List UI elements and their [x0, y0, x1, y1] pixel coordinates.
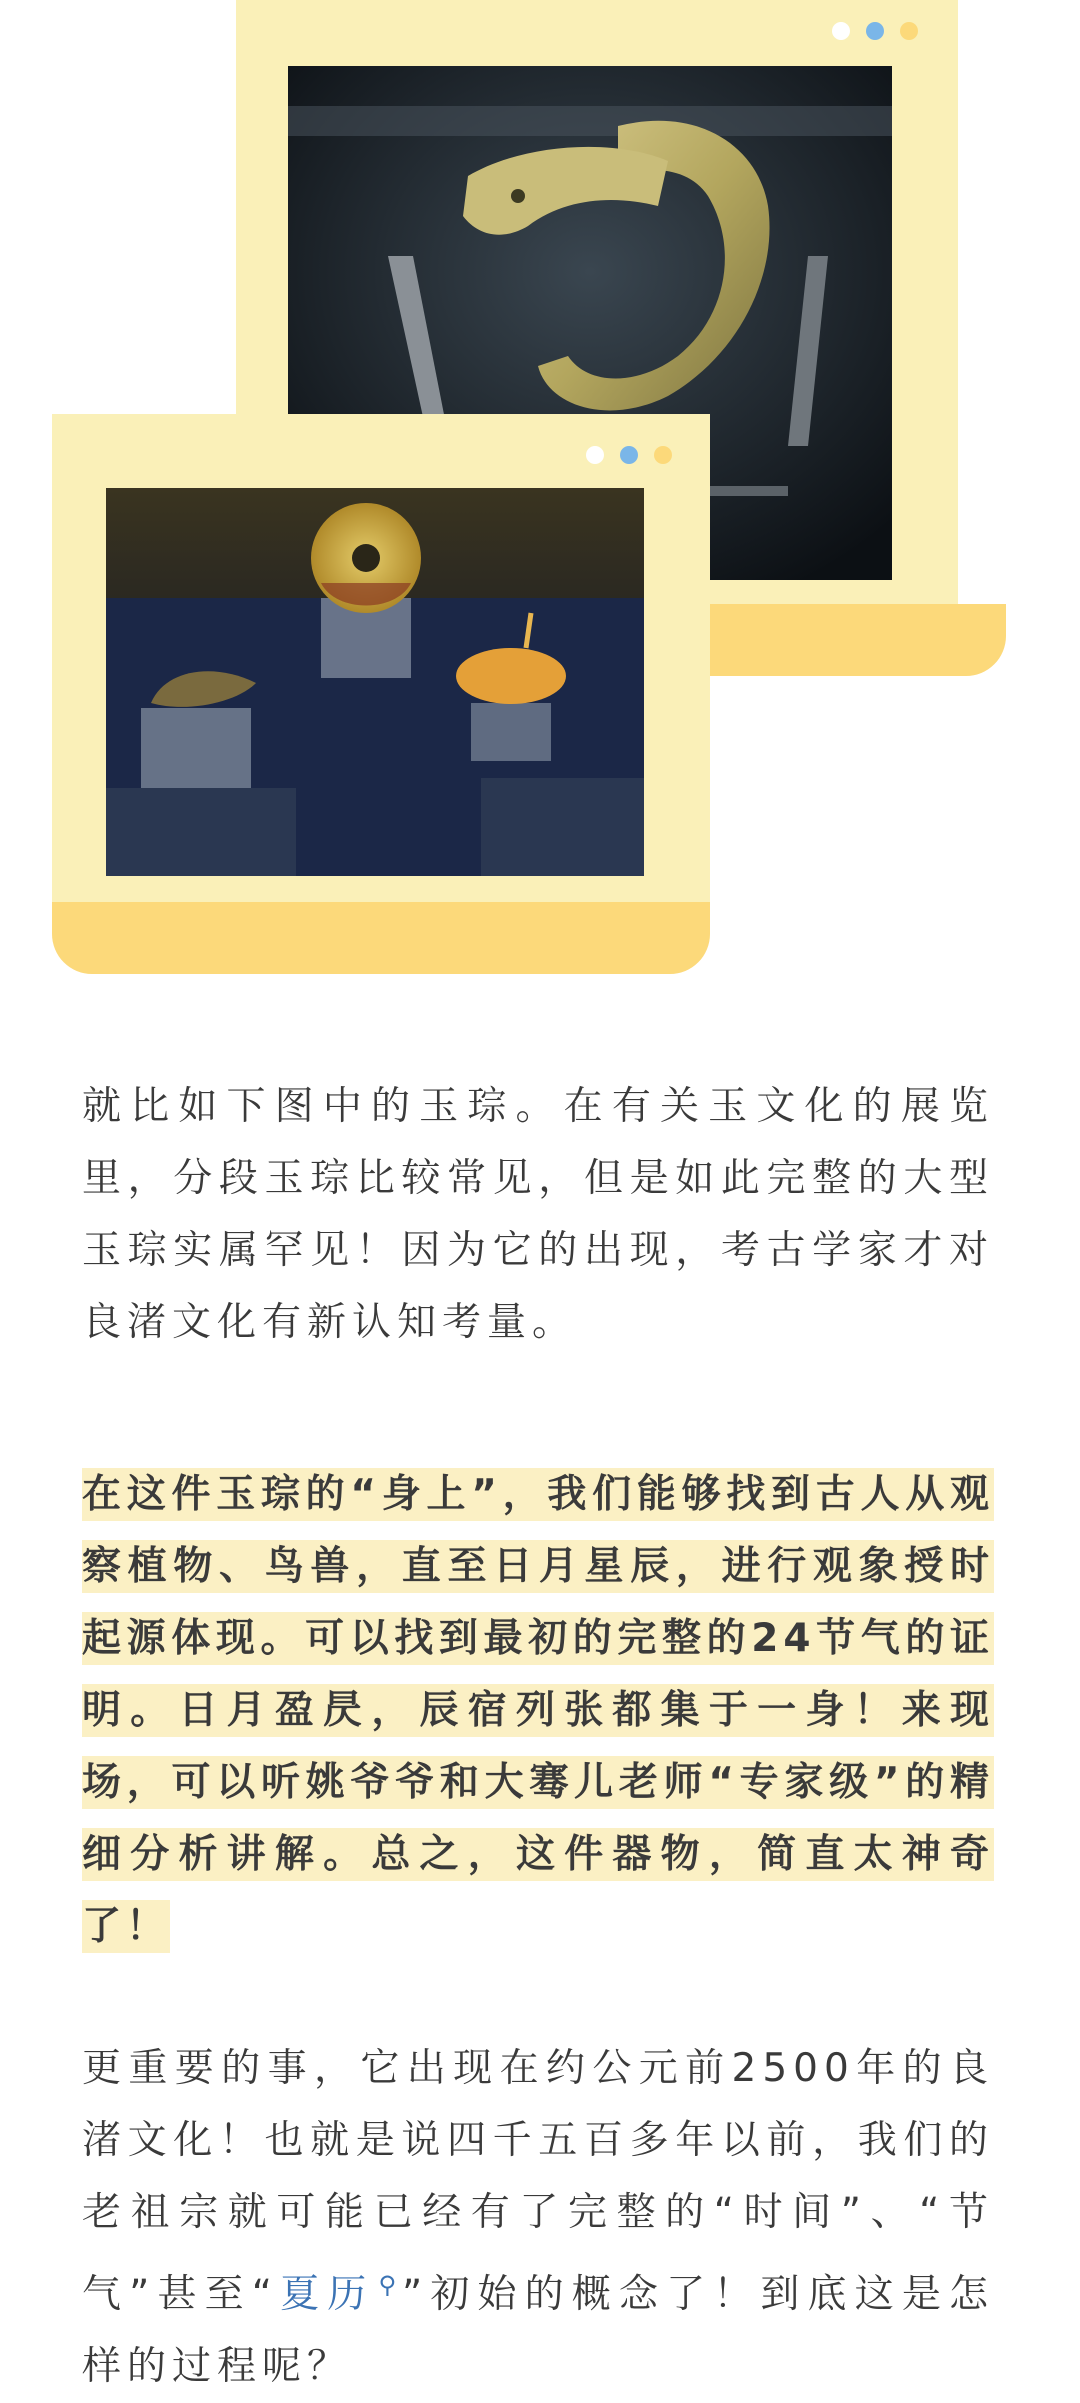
- jade-artifacts-display-case-photo[interactable]: [106, 488, 644, 876]
- dot-white: [586, 446, 604, 464]
- search-icon[interactable]: ⚲: [378, 2271, 403, 2299]
- article-paragraph-1: 就比如下图中的玉琮。在有关玉文化的展览里，分段玉琮比较常见，但是如此完整的大型玉琮实属罕见！因为它的出现，考古学家才对良渚文化有新认知考量。: [82, 1084, 994, 1345]
- bottom-photo-dots: [586, 446, 672, 464]
- top-photo-dots: [832, 22, 918, 40]
- para3-text-after: ”初始的概念了！到底这是怎样的过程呢？: [82, 2272, 994, 2389]
- dot-yellow: [654, 446, 672, 464]
- dot-blue: [620, 446, 638, 464]
- article-paragraph-3: [82, 2033, 994, 2403]
- top-photo-frame-tab: [700, 604, 1006, 676]
- dot-yellow: [900, 22, 918, 40]
- dot-white: [832, 22, 850, 40]
- highlighted-text: 在这件玉琮的“身上”，我们能够找到古人从观察植物、鸟兽，直至日月星辰，进行观象授时起源体现。可以找到最初的完整的24节气的证明。日月盈昃，辰宿列张都集于一身！来现场，可以听姚爷爷和大骞儿老师“专家级”的精细分析讲解。总之，这件器物，简直太神奇了！: [82, 1468, 994, 1953]
- xiali-link[interactable]: 夏历: [278, 2272, 375, 2317]
- dot-blue: [866, 22, 884, 40]
- para3-text-before: 更重要的事，它出现在约公元前2500年的良渚文化！也就是说四千五百多年以前，我们的老祖宗就可能已经有了完整的“时间”、“节气”甚至“: [82, 2046, 994, 2317]
- bottom-photo-frame-tab: [52, 902, 710, 974]
- article-paragraph-2-highlighted: [82, 1459, 994, 1963]
